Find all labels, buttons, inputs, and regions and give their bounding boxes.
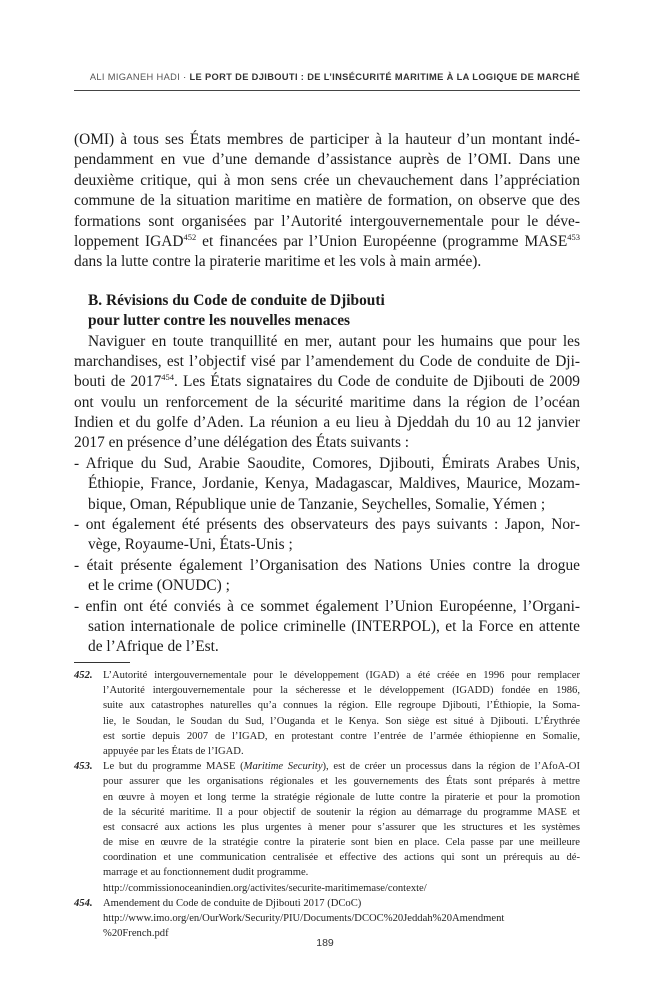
- text-line: ont voulu un renforcement de la sécurité maritime dans la région de l’océan: [74, 393, 580, 411]
- text-run: Le but du programme MASE (: [103, 761, 244, 773]
- text-run: ), est de créer un processus dans la région de l’AfoA-OI: [322, 761, 580, 773]
- footnote-number: 453.: [74, 761, 93, 773]
- footnote-rule: [74, 662, 130, 663]
- header-title: LE PORT DE DJIBOUTI : DE L’INSÉCURITÉ MARITIME À LA LOGIQUE DE MARCHÉ: [189, 72, 580, 82]
- footnote-line: de la sécurité maritime. Il a pour objectif de soutenir la région au démarrage du programme MASE et: [103, 806, 580, 818]
- bullet-line: vège, Royaume-Uni, États-Unis ;: [88, 536, 293, 554]
- footnote-url[interactable]: %20French.pdf: [103, 928, 169, 940]
- paragraph-continuation: [74, 130, 580, 273]
- header-separator: ·: [180, 72, 190, 82]
- bullet-line: sation internationale de police criminelle (INTERPOL), et la Force en attente: [88, 617, 580, 635]
- section-heading: pour lutter contre les nouvelles menaces: [88, 312, 351, 330]
- section-b: [74, 291, 580, 658]
- footnote-ref-454[interactable]: 454: [161, 372, 175, 383]
- footnote-454: [74, 896, 580, 942]
- footnote-ref-453[interactable]: 453: [567, 231, 580, 242]
- footnote-line: est sortie depuis 2007 de l’IGAD, en protestant contre l’entrée de l’armée éthiopienne en Somalie,: [103, 730, 580, 742]
- text-line: Indien et du golfe d’Aden. La réunion a eu lieu à Djeddah du 10 au 12 janvier: [74, 414, 580, 432]
- footnote-line: Amendement du Code de conduite de Djibouti 2017 (DCoC): [103, 897, 362, 909]
- footnote-number: 452.: [74, 670, 93, 681]
- text-line: marchandises, est l’objectif visé par l’amendement du Code de conduite de Dji-: [74, 352, 580, 370]
- footnote-line: appuyée par les États de l’IGAD.: [103, 745, 244, 757]
- body-text: [74, 130, 580, 658]
- text-line: [74, 232, 580, 252]
- footnote-number: 454.: [74, 897, 93, 909]
- program-name: Maritime Security: [243, 761, 323, 773]
- text-run: et financées par l’Union Européenne (programme MASE: [196, 232, 568, 250]
- footnote-453: [74, 759, 580, 896]
- footnote-line: L’Autorité intergouvernementale pour le développement (IGAD) a été créée en 1996 pour remplacer: [103, 670, 580, 681]
- text-line: [74, 372, 580, 392]
- footnotes: [74, 668, 580, 941]
- footnote-url[interactable]: http://www.imo.org/en/OurWork/Security/PIU/Documents/DCOC%20Jeddah%20Amendment: [103, 913, 505, 924]
- footnote-line: en œuvre à moyen et long terme la stratégie régionale de lutte contre la piraterie et pour la promotion: [103, 791, 580, 803]
- footnote-line: suite aux catastrophes naturelles qu’a connues la région. Elle regroupe Djibouti, l’Éthiopie, la Soma-: [103, 700, 580, 712]
- footnote-line: est consacré aux actions les plus urgentes à mener pour s’assurer que les structures et les systèmes: [103, 821, 580, 833]
- spacer: [74, 273, 580, 291]
- section-heading: B. Révisions du Code de conduite de Djibouti: [88, 291, 385, 309]
- bullet-line: - Afrique du Sud, Arabie Saoudite, Comores, Djibouti, Émirats Arabes Unis,: [74, 454, 580, 472]
- text-line: (OMI) à tous ses États membres de participer à la hauteur d’un montant indé-: [74, 131, 580, 148]
- text-run: bouti de 2017: [74, 373, 162, 391]
- footnote-line: coordination et une communication centralisée et effective des actions qui sont un prérequis au dé-: [103, 852, 580, 864]
- page-number: 189: [316, 937, 334, 949]
- running-header: [74, 72, 580, 82]
- text-line: Naviguer en toute tranquillité en mer, autant pour les humains que pour les: [88, 332, 580, 350]
- footnote-line: pour assurer que les organisations régionales et les gouvernements des États sont préparés à mettre: [103, 776, 580, 788]
- bullet-line: - était présente également l’Organisation des Nations Unies contre la drogue: [74, 556, 580, 574]
- bullet-line: et le crime (ONUDC) ;: [88, 577, 230, 595]
- text-line: formations sont organisées par l’Autorité intergouvernementale pour le déve-: [74, 212, 580, 230]
- text-line: commune de la situation maritime en matière de formation, on observe que des: [74, 192, 580, 210]
- bullet-line: de l’Afrique de l’Est.: [88, 638, 219, 656]
- text-run: . Les États signataires du Code de conduite de Djibouti de 2009: [174, 373, 580, 391]
- bullet-line: bique, Oman, République unie de Tanzanie, Seychelles, Somalie, Yémen ;: [88, 495, 546, 513]
- footnote-line: [103, 759, 580, 774]
- footnote-line: l’Autorité intergouvernementale pour la sécheresse et le développement (IGADD) fondée en 1986,: [103, 685, 580, 697]
- header-rule: [74, 90, 580, 91]
- bullet-line: - ont également été présents des observateurs des pays suivants : Japon, Nor-: [74, 516, 580, 534]
- footnote-line: marrage et au fonctionnement dudit programme.: [103, 867, 309, 879]
- footnote-line: de mise en œuvre de la stratégie contre la piraterie sont bien en place. Cela passe par une meilleure: [103, 837, 580, 849]
- header-author: ALI MIGANEH HADI: [89, 72, 181, 82]
- footnote-ref-452[interactable]: 452: [183, 231, 197, 242]
- footnote-url[interactable]: http://commissionoceanindien.org/activites/securite-maritimemase/contexte/: [103, 882, 427, 894]
- text-line: pendamment en vue d’une demande d’assistance auprès de l’OMI. Dans une: [74, 151, 580, 169]
- footnote-line: lie, le Soudan, le Soudan du Sud, l’Ouganda et le Kenya. Son siège est situé à Djibouti. L’Érythrée: [103, 715, 580, 727]
- footnote-452: [74, 668, 580, 759]
- text-run: loppement IGAD: [74, 232, 184, 250]
- text-line: deuxième critique, qui à mon sens crée un chevauchement dans l’appréciation: [74, 171, 580, 189]
- bullet-line: - enfin ont été conviés à ce sommet également l’Union Européenne, l’Organi-: [74, 597, 580, 615]
- bullet-line: Éthiopie, France, Jordanie, Kenya, Madagascar, Maldives, Maurice, Mozam-: [88, 475, 580, 493]
- text-line: dans la lutte contre la piraterie maritime et les vols à main armée).: [74, 253, 482, 271]
- text-line: 2017 en présence d’une délégation des États suivants :: [74, 434, 410, 452]
